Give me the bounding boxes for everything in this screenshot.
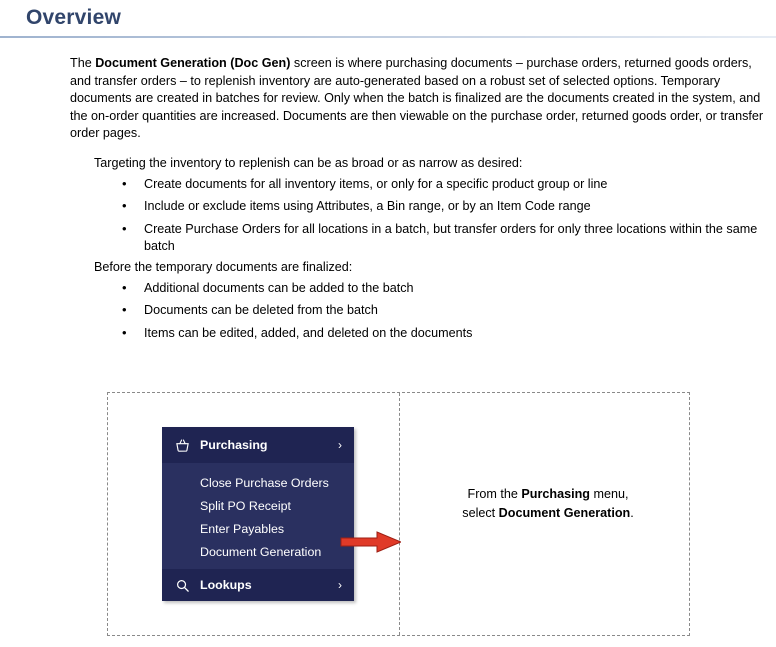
caption-line-2: [408, 504, 688, 523]
caption-line-1: [408, 485, 688, 504]
caption-line1-bold: Purchasing: [521, 487, 590, 501]
purchasing-menu: [162, 427, 354, 601]
caption-line2-bold: Document Generation: [498, 506, 631, 520]
list-item: • Create Purchase Orders for all locations in a batch, but transfer orders for only three locations within the same batch: [116, 221, 774, 256]
list-item: • Create documents for all inventory items, or only for a specific product group or line: [116, 176, 774, 194]
intro-bold-term: Document Generation (Doc Gen): [95, 56, 291, 70]
section-heading: Before the temporary documents are finalized:: [94, 260, 353, 274]
chevron-right-icon: ›: [338, 438, 342, 452]
menu-footer-lookups[interactable]: [162, 569, 354, 601]
intro-text-part1: The: [70, 56, 96, 70]
list-item: • Documents can be deleted from the batch: [116, 302, 774, 320]
section-bullet-list: [94, 176, 774, 256]
callout-arrow: [339, 531, 401, 553]
intro-paragraph: [70, 55, 776, 143]
menu-header-label: Purchasing: [200, 438, 268, 452]
menu-item-split-po-receipt[interactable]: Split PO Receipt: [200, 498, 291, 513]
menu-item-close-purchase-orders[interactable]: Close Purchase Orders: [200, 475, 329, 490]
caption-line2-post: .: [630, 506, 634, 520]
menu-header-purchasing[interactable]: [162, 427, 354, 463]
basket-icon: [172, 438, 192, 453]
intro-text-part2: screen is where purchasing documents – purchase orders, returned goods orders, and transfer orders – to replenish inventory are auto-generated based on a robust set of selected options. Temporary documents are created in batches for review. Only when the batch is finalized are the documents created in the system, and the on-order quantities are increased. Documents are then viewable on the purchase order, returned goods order, or transfer order pages.: [70, 56, 764, 140]
section-heading: Targeting the inventory to replenish can be as broad or as narrow as desired:: [94, 156, 523, 170]
caption-line1-pre: From the: [467, 487, 522, 501]
section-before-finalized: [94, 259, 774, 347]
list-item: • Additional documents can be added to the batch: [116, 280, 774, 298]
section-bullet-list: [94, 280, 774, 343]
figure-caption: [408, 485, 688, 523]
menu-item-document-generation[interactable]: Document Generation: [200, 544, 322, 559]
list-item: • Items can be edited, added, and deleted on the documents: [116, 325, 774, 343]
menu-item-enter-payables[interactable]: Enter Payables: [200, 521, 285, 536]
page-title: Overview: [26, 6, 121, 29]
figure-divider: [399, 393, 400, 635]
caption-line2-pre: select: [462, 506, 499, 520]
chevron-right-icon: ›: [338, 578, 342, 592]
menu-item-list: [162, 463, 354, 569]
section-targeting: [94, 155, 774, 261]
menu-footer-label: Lookups: [200, 578, 252, 592]
title-divider: [0, 36, 776, 38]
figure-container: [107, 392, 690, 636]
list-item: • Include or exclude items using Attributes, a Bin range, or by an Item Code range: [116, 198, 774, 216]
search-icon: [172, 578, 192, 593]
caption-line1-post: menu,: [589, 487, 629, 501]
